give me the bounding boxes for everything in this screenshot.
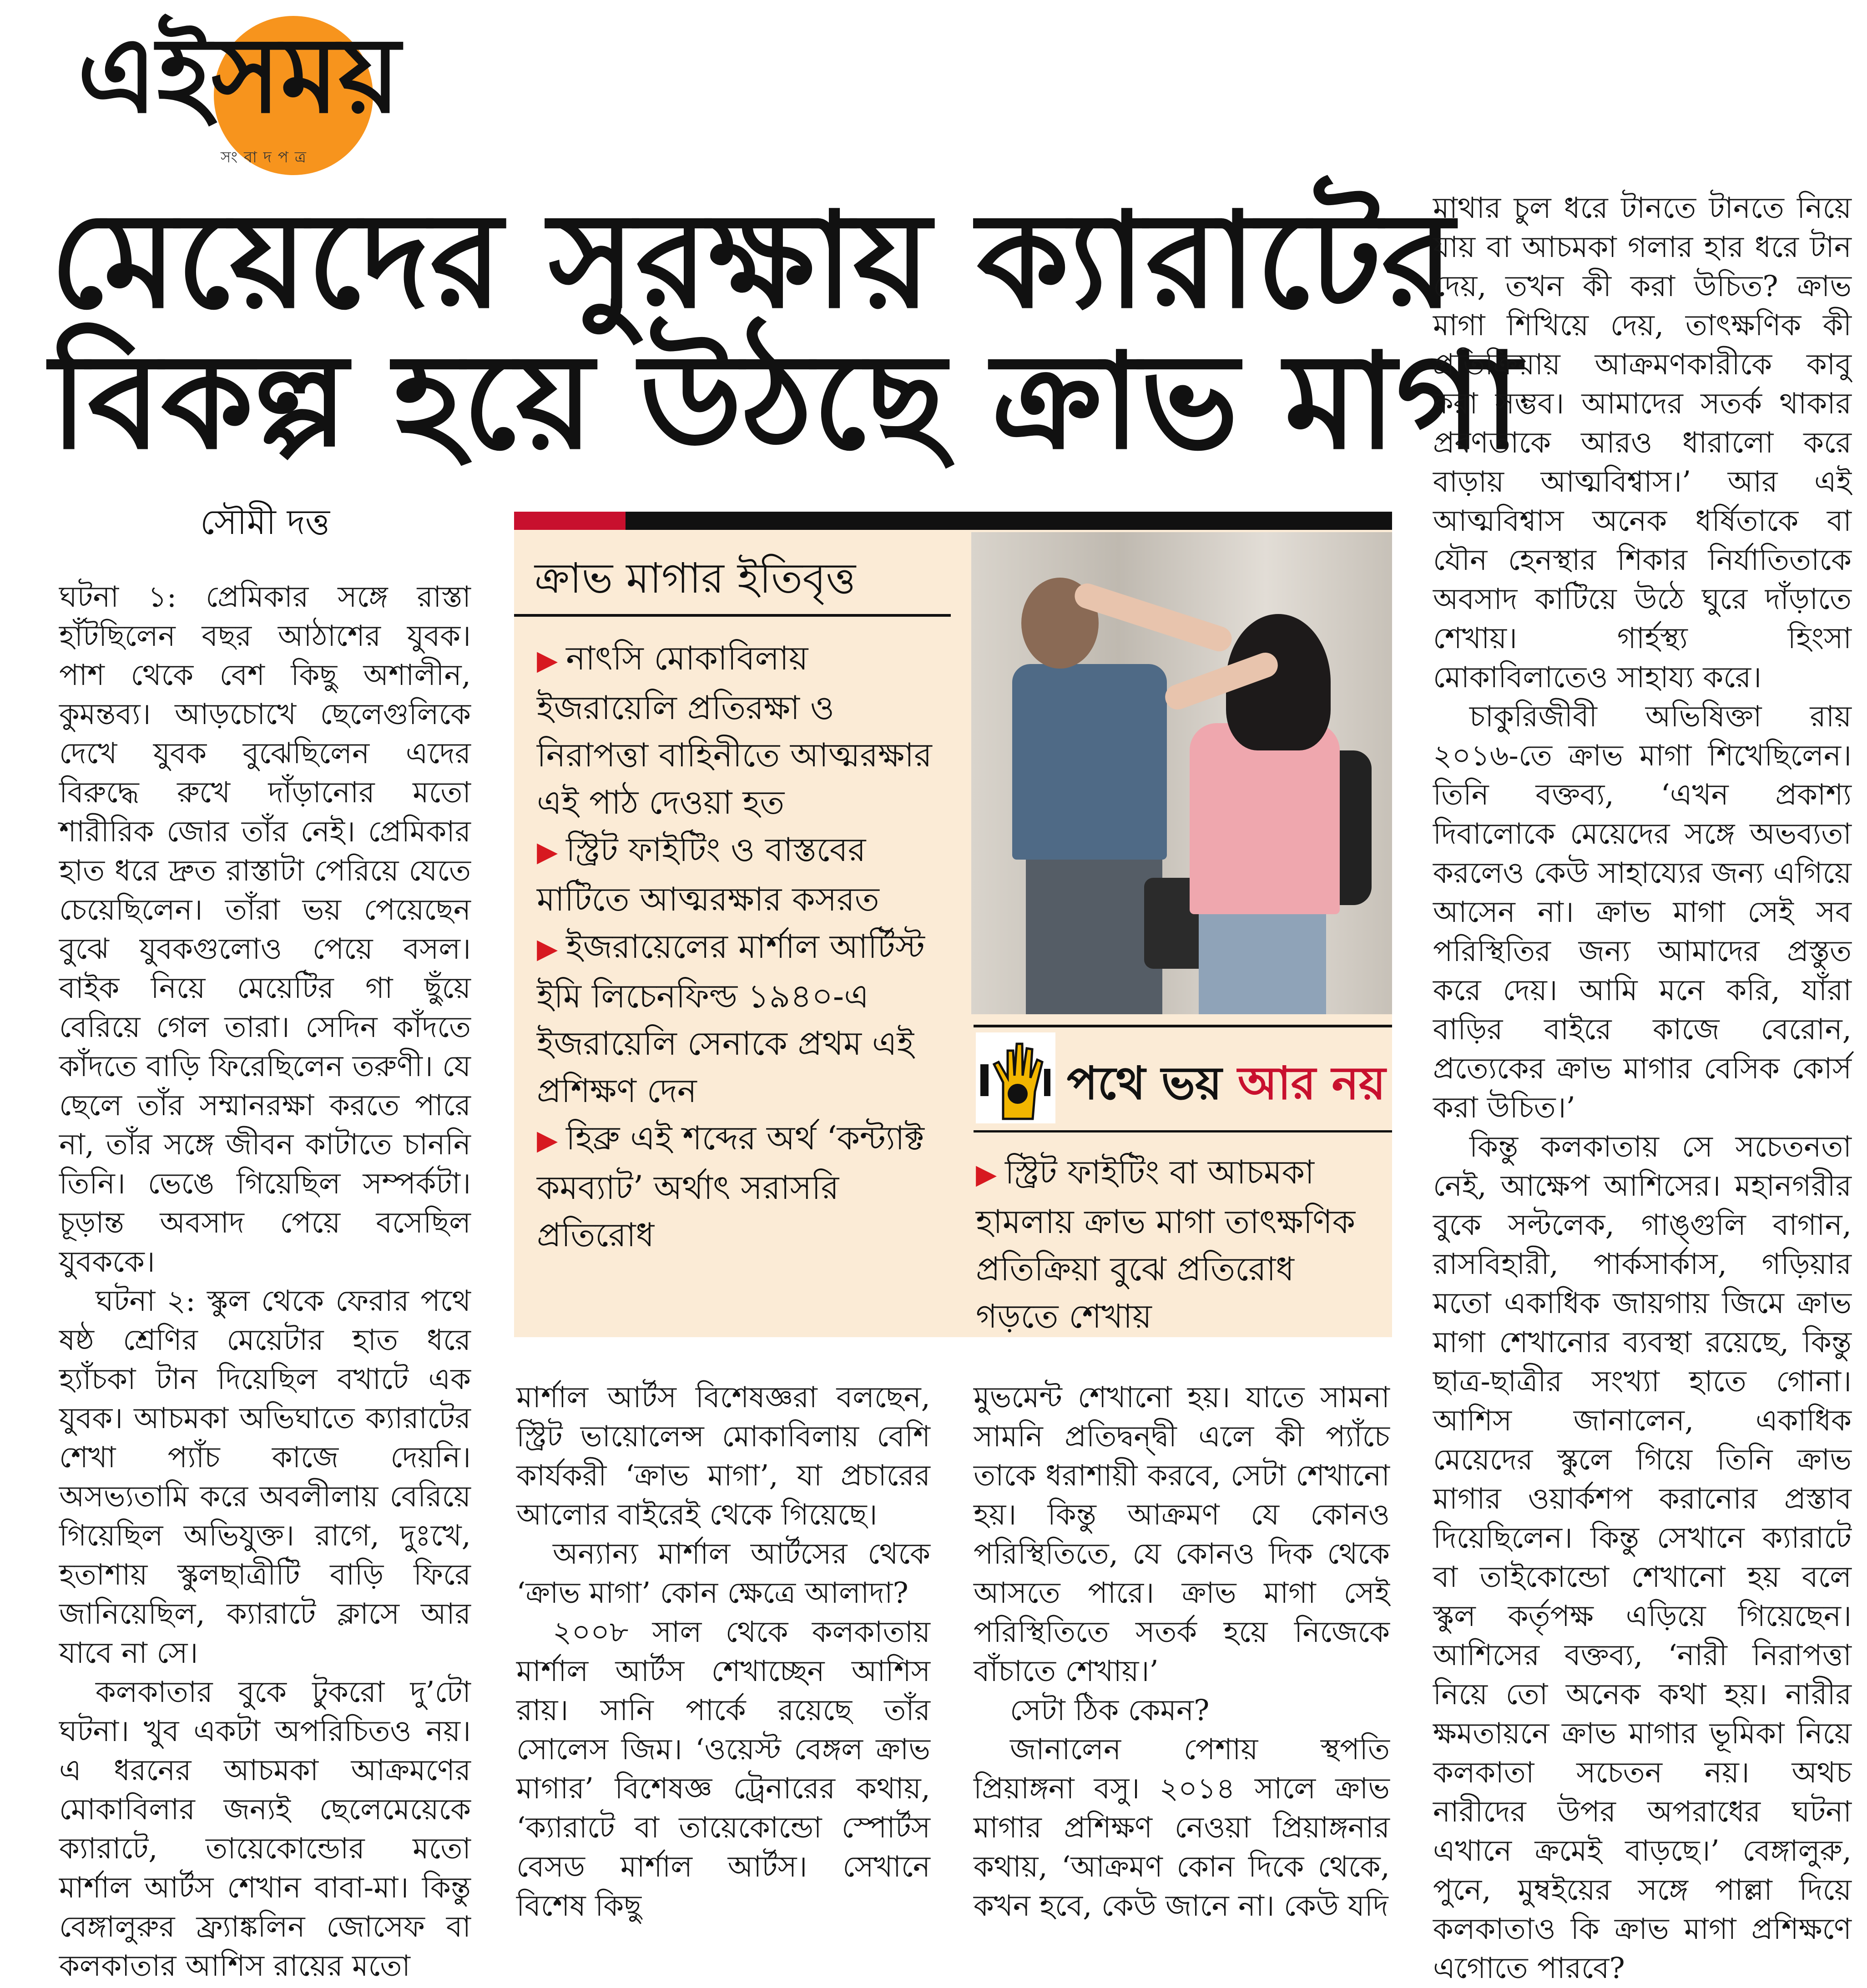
sidebox-title: পথে ভয় আর নয় <box>1067 1056 1386 1110</box>
sidebox-bottom-rule <box>974 1130 1392 1132</box>
article-photo <box>971 532 1392 1014</box>
logo-subtitle: সংবাদপত্র <box>221 148 313 166</box>
box-list <box>537 634 937 1258</box>
list-item: ▶ হিব্রু এই শব্দের অর্থ ‘কন্ট্যাক্ট কমব্যাট’ অর্থাৎ সরাসরি প্রতিরোধ <box>537 1119 924 1254</box>
triangle-bullet-icon: ▶ <box>537 644 558 676</box>
triangle-bullet-icon: ▶ <box>537 1124 558 1156</box>
triangle-bullet-icon: ▶ <box>537 836 558 868</box>
paragraph: কিন্তু কলকাতায় সে সচেতনতা নেই, আক্ষেপ আশিসের। মহানগরীর বুকে সল্টলেক, গাঙ্গুলি বাগান, রাসবিহারী, পার্কসার্কাস, গড়িয়ার মতো একাধিক জায়গায় জিমে ক্রাভ মাগা শেখানোর ব্যবস্থা রয়েছে, কিন্তু ছাত্র-ছাত্রীর সংখ্যা হাতে গোনা। আশিস জানালেন, একাধিক মেয়েদের স্কুলে গিয়ে তিনি ক্রাভ মাগার ওয়ার্কশপ করানোর প্রস্তাব দিয়েছিলেন। কিন্তু সেখানে ক্যারাটে বা তাইকোন্ডো শেখানো হয় বলে স্কুল কর্তৃপক্ষ এড়িয়ে গিয়েছেন। আশিসের বক্তব্য, ‘নারী নিরাপত্তা নিয়ে তো অনেক কথা হয়। নারীর ক্ষমতায়নে ক্রাভ মাগার ভূমিকা নিয়ে কলকাতা সচেতন নয়। অথচ নারীদের উপর অপরাধের ঘটনা এখানে ক্রমেই বাড়ছে।’ বেঙ্গালুরু, পুনে, মুম্বইয়ের সঙ্গে পাল্লা দিয়ে কলকাতাও কি ক্রাভ মাগা প্রশিক্ষণে এগোতে পারবে? <box>1433 1130 1852 1985</box>
box-title-rule <box>514 614 951 617</box>
list-item: ▶ নাৎসি মোকাবিলায় ইজরায়েলি প্রতিরক্ষা ও নিরাপত্তা বাহিনীতে আত্মরক্ষার এই পাঠ দেওয়া হত <box>537 639 932 821</box>
info-box <box>514 512 1392 1337</box>
article-column-4 <box>1433 189 1852 1985</box>
paragraph: ঘটনা ১: প্রেমিকার সঙ্গে রাস্তা হাঁটছিলেন বছর আঠাশের যুবক। পাশ থেকে বেশ কিছু অশালীন, কুমন্তব্য। আড়চোখে ছেলেগুলিকে দেখে যুবক বুঝেছিলেন এদের বিরুদ্ধে রুখে দাঁড়ানোর মতো শারীরিক জোর তাঁর নেই। প্রেমিকার হাত ধরে দ্রুত রাস্তাটা পেরিয়ে যেতে চেয়েছিলেন। তাঁরা ভয় পেয়েছেন বুঝে যুবকগুলোও পেয়ে বসল। বাইক নিয়ে মেয়েটির গা ছুঁয়ে বেরিয়ে গেল তারা। সেদিন কাঁদতে কাঁদতে বাড়ি ফিরেছিলেন তরুণী। যে ছেলে তাঁর সম্মানরক্ষা করতে পারে না, তাঁর সঙ্গে জীবন কাটাতে চাননি তিনি। ভেঙে গিয়েছিল সম্পর্কটা। চূড়ান্ত অবসাদ পেয়ে বসেছিল যুবককে। <box>59 580 471 1279</box>
sidebox-text: ▶ স্ট্রিট ফাইটিং বা আচমকা হামলায় ক্রাভ মাগা তাৎক্ষণিক প্রতিক্রিয়া বুঝে প্রতিরোধ গড়তে শেখায় <box>976 1153 1356 1335</box>
headline-line-1: মেয়েদের সুরক্ষায় ক্যারাটের <box>50 183 1454 337</box>
paragraph: চাকুরিজীবী অভিষিক্তা রায় ২০১৬-তে ক্রাভ মাগা শিখেছিলেন। তিনি বক্তব্য, ‘এখন প্রকাশ্য দিবালোকে মেয়েদের সঙ্গে অভব্যতা করলেও কেউ সাহায্যের জন্য এগিয়ে আসেন না। ক্রাভ মাগা সেই সব পরিস্থিতির জন্য আমাদের প্রস্তুত করে দেয়। আমি মনে করি, যাঁরা বাড়ির বাইরে কাজে বেরোন, প্রত্যেকের ক্রাভ মাগার বেসিক কোর্স করা উচিত।’ <box>1433 700 1852 1125</box>
triangle-bullet-icon: ▶ <box>976 1158 997 1190</box>
box-top-rule <box>514 512 1392 530</box>
article-column-3 <box>974 1378 1390 1923</box>
article-column-1 <box>59 578 471 1983</box>
paragraph: অন্যান্য মার্শাল আর্টসের থেকে ‘ক্রাভ মাগা’ কোন ক্ষেত্রে আলাদা? <box>516 1537 930 1610</box>
triangle-bullet-icon: ▶ <box>537 933 558 965</box>
logo-text: এইসময় <box>77 14 400 136</box>
list-item: ▶ ইজরায়েলের মার্শাল আর্টিস্ট ইমি লিচেনফিল্ড ১৯৪০-এ ইজরায়েলি সেনাকে প্রথম এই প্রশিক্ষণ দেন <box>537 927 925 1110</box>
paragraph: সেটা ঠিক কেমন? <box>1010 1694 1210 1727</box>
article-column-2 <box>516 1378 930 1923</box>
byline: সৌমী দত্ত <box>200 502 330 542</box>
masthead-logo <box>77 9 423 173</box>
paragraph: ২০০৮ সাল থেকে কলকাতায় মার্শাল আর্টস শেখাচ্ছেন আশিস রায়। সানি পার্কে রয়েছে তাঁর সোলেস জিম। ‘ওয়েস্ট বেঙ্গল ক্রাভ মাগার’ বিশেষজ্ঞ ট্রেনারের কথায়, ‘ক্যারাটে বা তায়েকোন্ডো স্পোর্টস বেসড মার্শাল আর্টস। সেখানে বিশেষ কিছু <box>516 1616 930 1923</box>
sidebox-top-rule <box>974 1025 1392 1027</box>
box-top-accent <box>514 512 626 530</box>
paragraph: ঘটনা ২: স্কুল থেকে ফেরার পথে ষষ্ঠ শ্রেণির মেয়েটার হাত ধরে হ্যাঁচকা টান দিয়েছিল বখাটে এক যুবক। আচমকা অভিঘাতে ক্যারাটের শেখা প্যাঁচ কাজে দেয়নি। অসভ্যতামি করে অবলীলায় বেরিয়ে গিয়েছিল অভিযুক্ত। রাগে, দুঃখে, হতাশায় স্কুলছাত্রীটি বাড়ি ফিরে জানিয়েছিল, ক্যারাটে ক্লাসে আর যাবে না সে। <box>59 1284 471 1670</box>
paragraph: মাথার চুল ধরে টানতে টানতে নিয়ে যায় বা আচমকা গলার হার ধরে টান দেয়, তখন কী করা উচিত? ক্রাভ মাগা শিখিয়ে দেয়, তাৎক্ষণিক কী প্রতিক্রিয়ায় আক্রমণকারীকে কাবু করা সম্ভব। আমাদের সতর্ক থাকার প্রবণতাকে আরও ধারালো করে বাড়ায় আত্মবিশ্বাস।’ আর এই আত্মবিশ্বাস অনেক ধর্ষিতাকে বা যৌন হেনস্থার শিকার নির্যাতিতাকে অবসাদ কাটিয়ে উঠে ঘুরে দাঁড়াতে শেখায়। গার্হস্থ্য হিংসা মোকাবিলাতেও সাহায্য করে। <box>1433 191 1852 695</box>
paragraph: জানালেন পেশায় স্থপতি প্রিয়াঙ্গনা বসু। ২০১৪ সালে ক্রাভ মাগার প্রশিক্ষণ নেওয়া প্রিয়াঙ্গনার কথায়, ‘আক্রমণ কোন দিকে থেকে, কখন হবে, কেউ জানে না। কেউ যদি <box>974 1733 1390 1923</box>
paragraph: মার্শাল আর্টস বিশেষজ্ঞরা বলছেন, স্ট্রিট ভায়োলেন্স মোকাবিলায় বেশি কার্যকরী ‘ক্রাভ মাগা’, যা প্রচারের আলোর বাইরেই থেকে গিয়েছে। <box>516 1381 930 1532</box>
box-title: ক্রাভ মাগার ইতিবৃত্ত <box>535 554 856 603</box>
headline-line-2: বিকল্প হয়ে উঠছে ক্রাভ মাগা <box>50 324 1521 478</box>
raised-hand-icon <box>976 1032 1055 1123</box>
list-item: ▶ স্ট্রিট ফাইটিং ও বাস্তবের মাটিতে আত্মরক্ষার কসরত <box>537 830 879 918</box>
paragraph: মুভমেন্ট শেখানো হয়। যাতে সামনা সামনি প্রতিদ্বন্দ্বী এলে কী প্যাঁচে তাকে ধরাশায়ী করবে, সেটা শেখানো হয়। কিন্তু আক্রমণ যে কোনও পরিস্থিতিতে, যে কোনও দিক থেকে আসতে পারে। ক্রাভ মাগা সেই পরিস্থিতিতে সতর্ক হয়ে নিজেকে বাঁচাতে শেখায়।’ <box>974 1381 1390 1688</box>
paragraph: কলকাতার বুকে টুকরো দু’টো ঘটনা। খুব একটা অপরিচিতও নয়। এ ধরনের আচমকা আক্রমণের মোকাবিলার জন্যই ছেলেমেয়েকে ক্যারাটে, তায়েকোন্ডোর মতো মার্শাল আর্টস শেখান বাবা-মা। কিন্তু বেঙ্গালুরুর ফ্র্যাঙ্কলিন জোসেফ বা কলকাতার আশিস রায়ের মতো <box>59 1676 471 1983</box>
